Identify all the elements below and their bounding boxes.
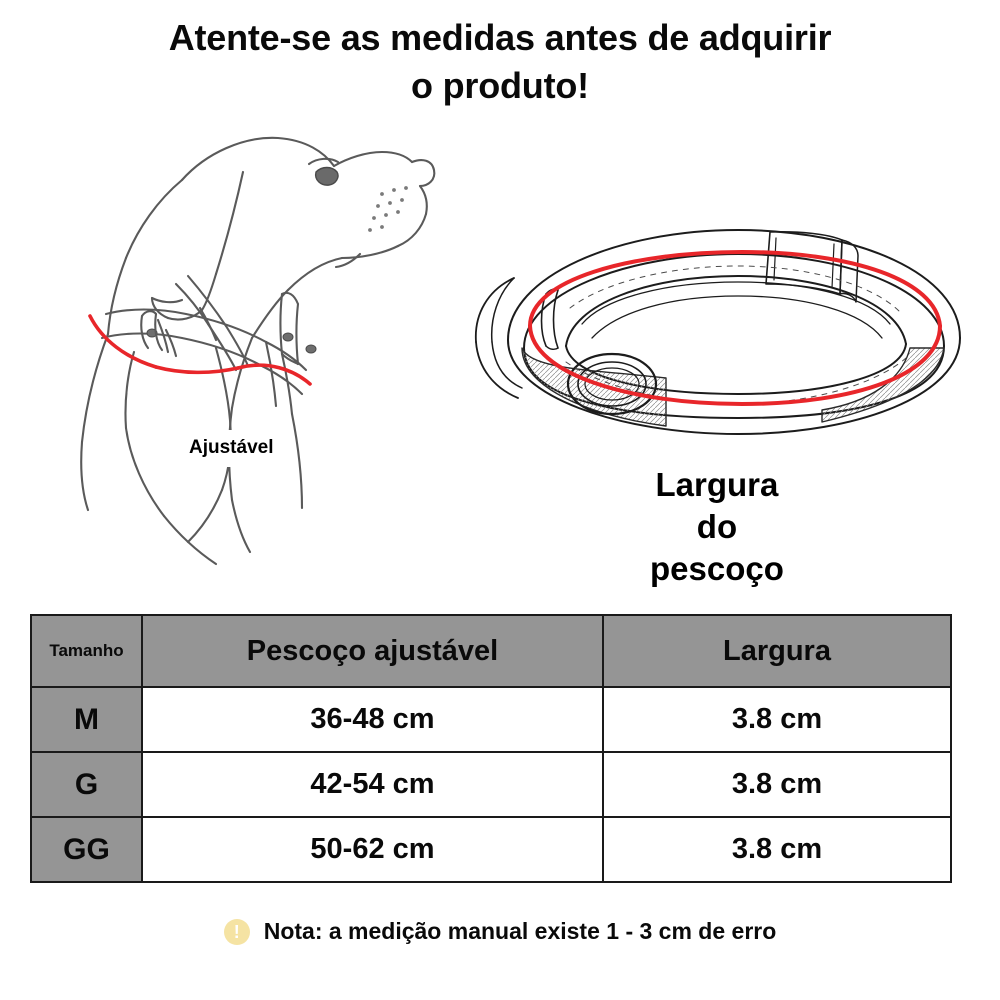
size-chart-table bbox=[30, 614, 952, 883]
column-header-neck: Pescoço ajustável bbox=[142, 615, 603, 687]
cell-neck-range: 42-54 cm bbox=[142, 752, 603, 817]
cell-size: GG bbox=[31, 817, 142, 882]
cell-neck-range: 36-48 cm bbox=[142, 687, 603, 752]
cell-width: 3.8 cm bbox=[603, 752, 951, 817]
title-line-2: o produto! bbox=[411, 65, 589, 106]
cell-width: 3.8 cm bbox=[603, 687, 951, 752]
table-row bbox=[31, 752, 951, 817]
neck-width-label-line-3: pescoço bbox=[650, 550, 784, 587]
cell-neck-range: 50-62 cm bbox=[142, 817, 603, 882]
table-header-row bbox=[31, 615, 951, 687]
note-text: Nota: a medição manual existe 1 - 3 cm de erro bbox=[263, 918, 777, 944]
collar-illustration bbox=[470, 198, 990, 488]
dog-head-line-drawing-svg bbox=[30, 108, 485, 578]
cell-size: G bbox=[31, 752, 142, 817]
column-header-width: Largura bbox=[603, 615, 951, 687]
cell-width: 3.8 cm bbox=[603, 817, 951, 882]
dog-illustration bbox=[30, 108, 485, 578]
table-row bbox=[31, 817, 951, 882]
page-title bbox=[0, 14, 1000, 110]
collar-ring-line-drawing-svg bbox=[470, 198, 990, 488]
neck-width-label-line-2: do bbox=[696, 508, 738, 545]
neck-width-label-line-1: Largura bbox=[655, 466, 779, 503]
cell-size: M bbox=[31, 687, 142, 752]
measurement-note bbox=[0, 918, 1000, 945]
table-row bbox=[31, 687, 951, 752]
neck-width-label bbox=[640, 460, 794, 598]
title-line-1: Atente-se as medidas antes de adquirir bbox=[168, 17, 832, 58]
illustration-row bbox=[0, 108, 1000, 587]
adjustable-label: Ajustável bbox=[175, 430, 287, 467]
column-header-size: Tamanho bbox=[31, 615, 142, 687]
exclamation-icon: ! bbox=[224, 919, 250, 945]
